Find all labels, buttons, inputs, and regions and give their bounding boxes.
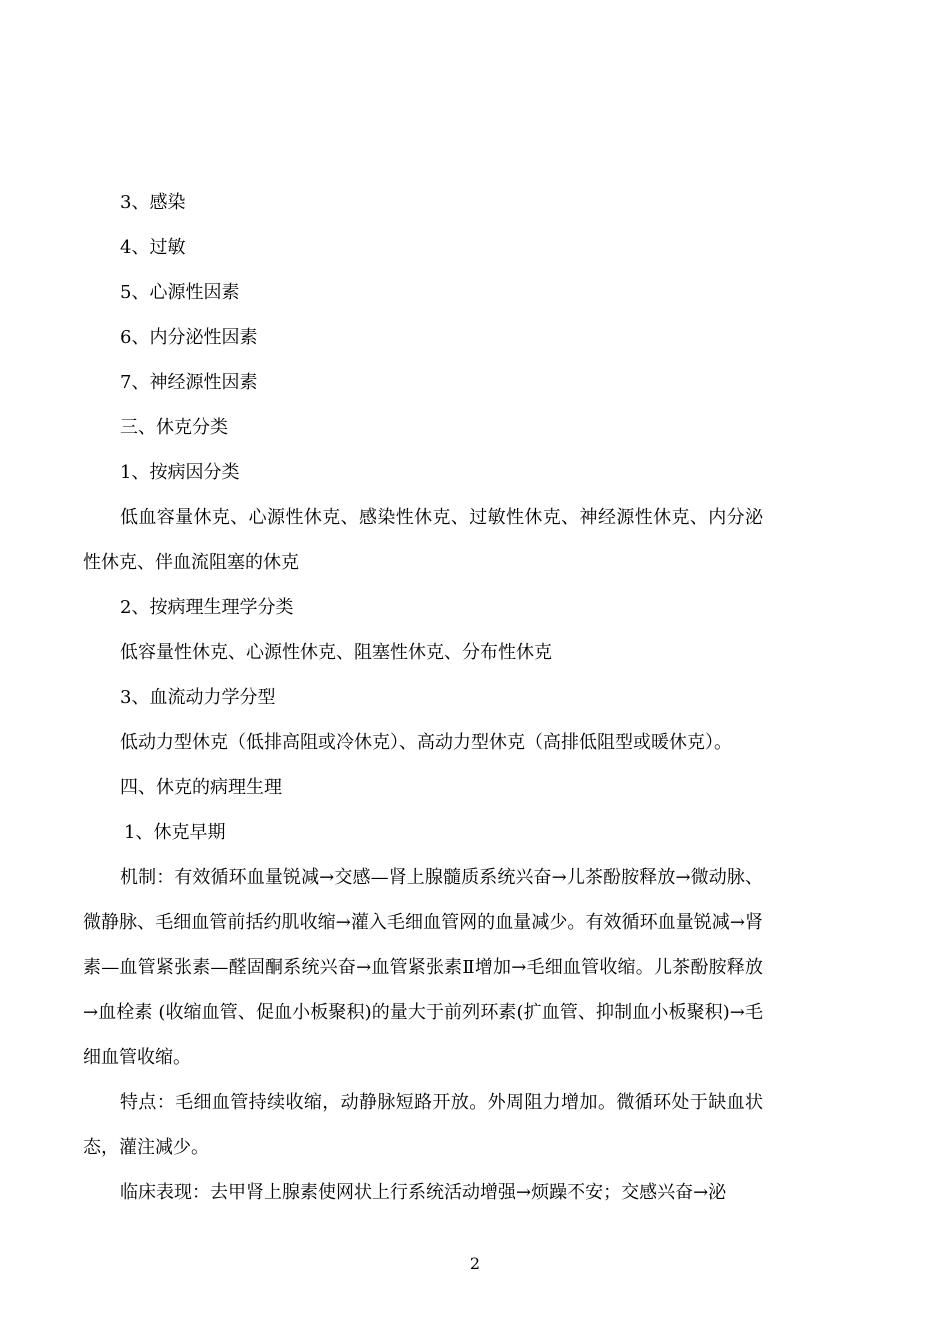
list-item-endocrine: 6、内分泌性因素 (120, 327, 258, 348)
paragraph-mechanism: 机制：有效循环血量锐减→交感—肾上腺髓质系统兴奋→儿茶酚胺释放→微动脉、微静脉、毛细血管前括约肌收缩→灌入毛细血管网的血量减少。有效循环血量锐减→肾素—血管紧张素—醛固酮系统兴奋→血管紧张素Ⅱ增加→毛细血管收缩。儿茶酚胺释放→血栓素 (收缩血管、促血小板聚积)的量大于前列环素(扩血管、抑制血小板聚积)→毛细血管收缩。 (83, 867, 763, 1068)
subheading-by-cause: 1、按病因分类 (120, 462, 240, 483)
paragraph-cause-types: 低血容量休克、心源性休克、感染性休克、过敏性休克、神经源性休克、内分泌性休克、伴血流阻塞的休克 (83, 507, 763, 573)
paragraph-pathophysiology-types: 低容量性休克、心源性休克、阻塞性休克、分布性休克 (120, 642, 552, 663)
subheading-hemodynamic: 3、血流动力学分型 (120, 687, 276, 708)
list-item-neurogenic: 7、神经源性因素 (120, 372, 258, 393)
page-number: 2 (469, 1254, 481, 1273)
paragraph-features: 特点：毛细血管持续收缩，动静脉短路开放。外周阻力增加。微循环处于缺血状态，灌注减少。 (83, 1092, 763, 1158)
section-heading-classification: 三、休克分类 (120, 417, 228, 438)
list-item-infection: 3、感染 (120, 192, 186, 213)
paragraph-clinical: 临床表现：去甲肾上腺素使网状上行系统活动增强→烦躁不安；交感兴奋→泌 (120, 1182, 727, 1203)
list-item-allergy: 4、过敏 (120, 237, 186, 258)
section-heading-pathophysiology: 四、休克的病理生理 (120, 777, 282, 798)
subheading-by-pathophysiology: 2、按病理生理学分类 (120, 597, 294, 618)
page-content (83, 180, 763, 1215)
list-item-cardiogenic: 5、心源性因素 (120, 282, 240, 303)
paragraph-hemodynamic-types: 低动力型休克（低排高阻或冷休克）、高动力型休克（高排低阻型或暖休克）。 (120, 732, 732, 753)
subheading-early-stage: 1、休克早期 (124, 822, 226, 843)
